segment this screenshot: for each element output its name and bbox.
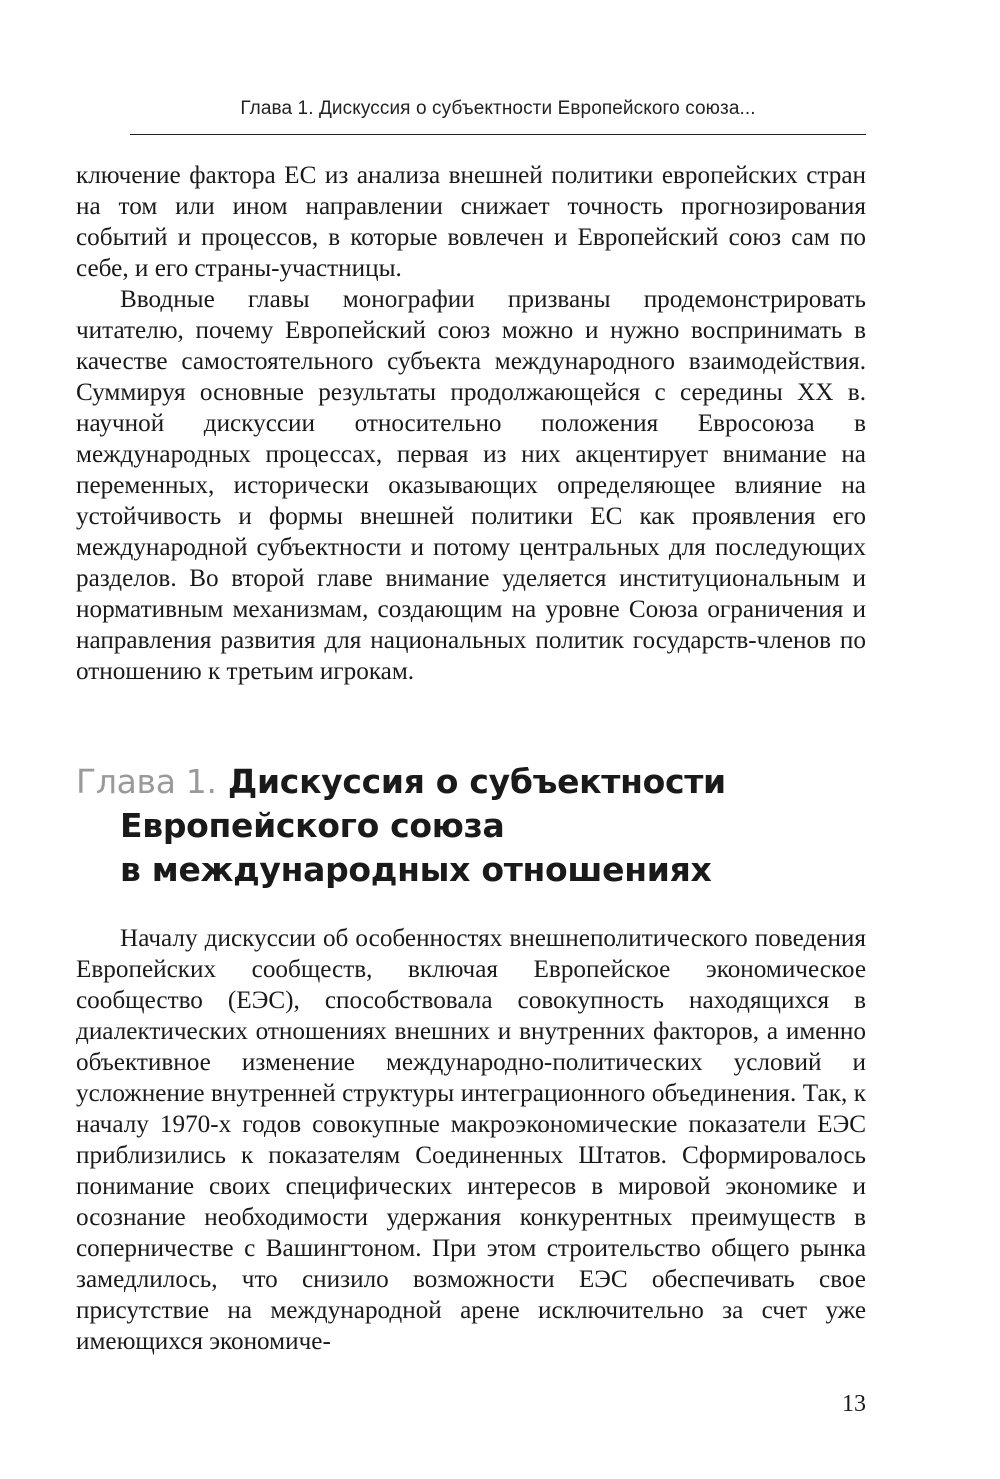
chapter-paragraph: Началу дискуссии об особенностях внешнеполитического поведения Европейских сообществ, включая Европейское экономическое сообщество (ЕЭС), способствовала совокупность находящихся в диалектических отношениях внешних и внутренних факторов, а именно объективное изменение международно-политических условий и усложнение внутренней структуры интеграционного объединения. Так, к началу 1970-х годов совокупные макроэкономические показатели ЕЭС приблизились к показателям Соединенных Штатов. Сформировалось понимание своих специфических интересов в мировой экономике и осознание необходимости удержания конкурентных преимуществ в соперничестве с Вашингтоном. При этом строительство общего рынка замедлилось, что снизило возможности ЕЭС обеспечивать свое присутствие на международной арене исключительно за счет уже имеющихся экономиче- bbox=[76, 925, 866, 1355]
chapter-title-part-1: Дискуссия о субъектности bbox=[227, 762, 726, 801]
page-number: 13 bbox=[842, 1391, 866, 1417]
running-head: Глава 1. Дискуссия о субъектности Европейского союза... bbox=[240, 98, 756, 119]
intro-paragraph-continuation: ключение фактора ЕС из анализа внешней политики европейских стран на том или ином направлении снижает точность прогнозирования событий и процессов, в которые вовлечен и Европейский союз сам по себе, и его страны-участницы. bbox=[76, 162, 866, 282]
chapter-title-part-2: Европейского союза bbox=[120, 806, 505, 845]
chapter-title-part-3: в международных отношениях bbox=[120, 850, 712, 889]
chapter-label: Глава 1. bbox=[76, 762, 217, 801]
chapter-heading bbox=[76, 760, 866, 892]
chapter-heading-line-1 bbox=[76, 760, 866, 804]
intro-text-block bbox=[76, 160, 866, 687]
chapter-text-block bbox=[76, 923, 866, 1357]
intro-paragraph: Вводные главы монографии призваны продемонстрировать читателю, почему Европейский союз можно и нужно воспринимать в качестве самостоятельного субъекта международного взаимодействия. Суммируя основные результаты продолжающейся с середины XX в. научной дискуссии относительно положения Евросоюза в международных процессах, первая из них акцентирует внимание на переменных, исторически оказывающих определяющее влияние на устойчивость и формы внешней политики ЕС как проявления его международной субъектности и потому центральных для последующих разделов. Во второй главе внимание уделяется институциональным и нормативным механизмам, создающим на уровне Союза ограничения и направления развития для национальных политик государств-членов по отношению к третьим игрокам. bbox=[76, 286, 866, 685]
header-rule bbox=[130, 134, 866, 135]
